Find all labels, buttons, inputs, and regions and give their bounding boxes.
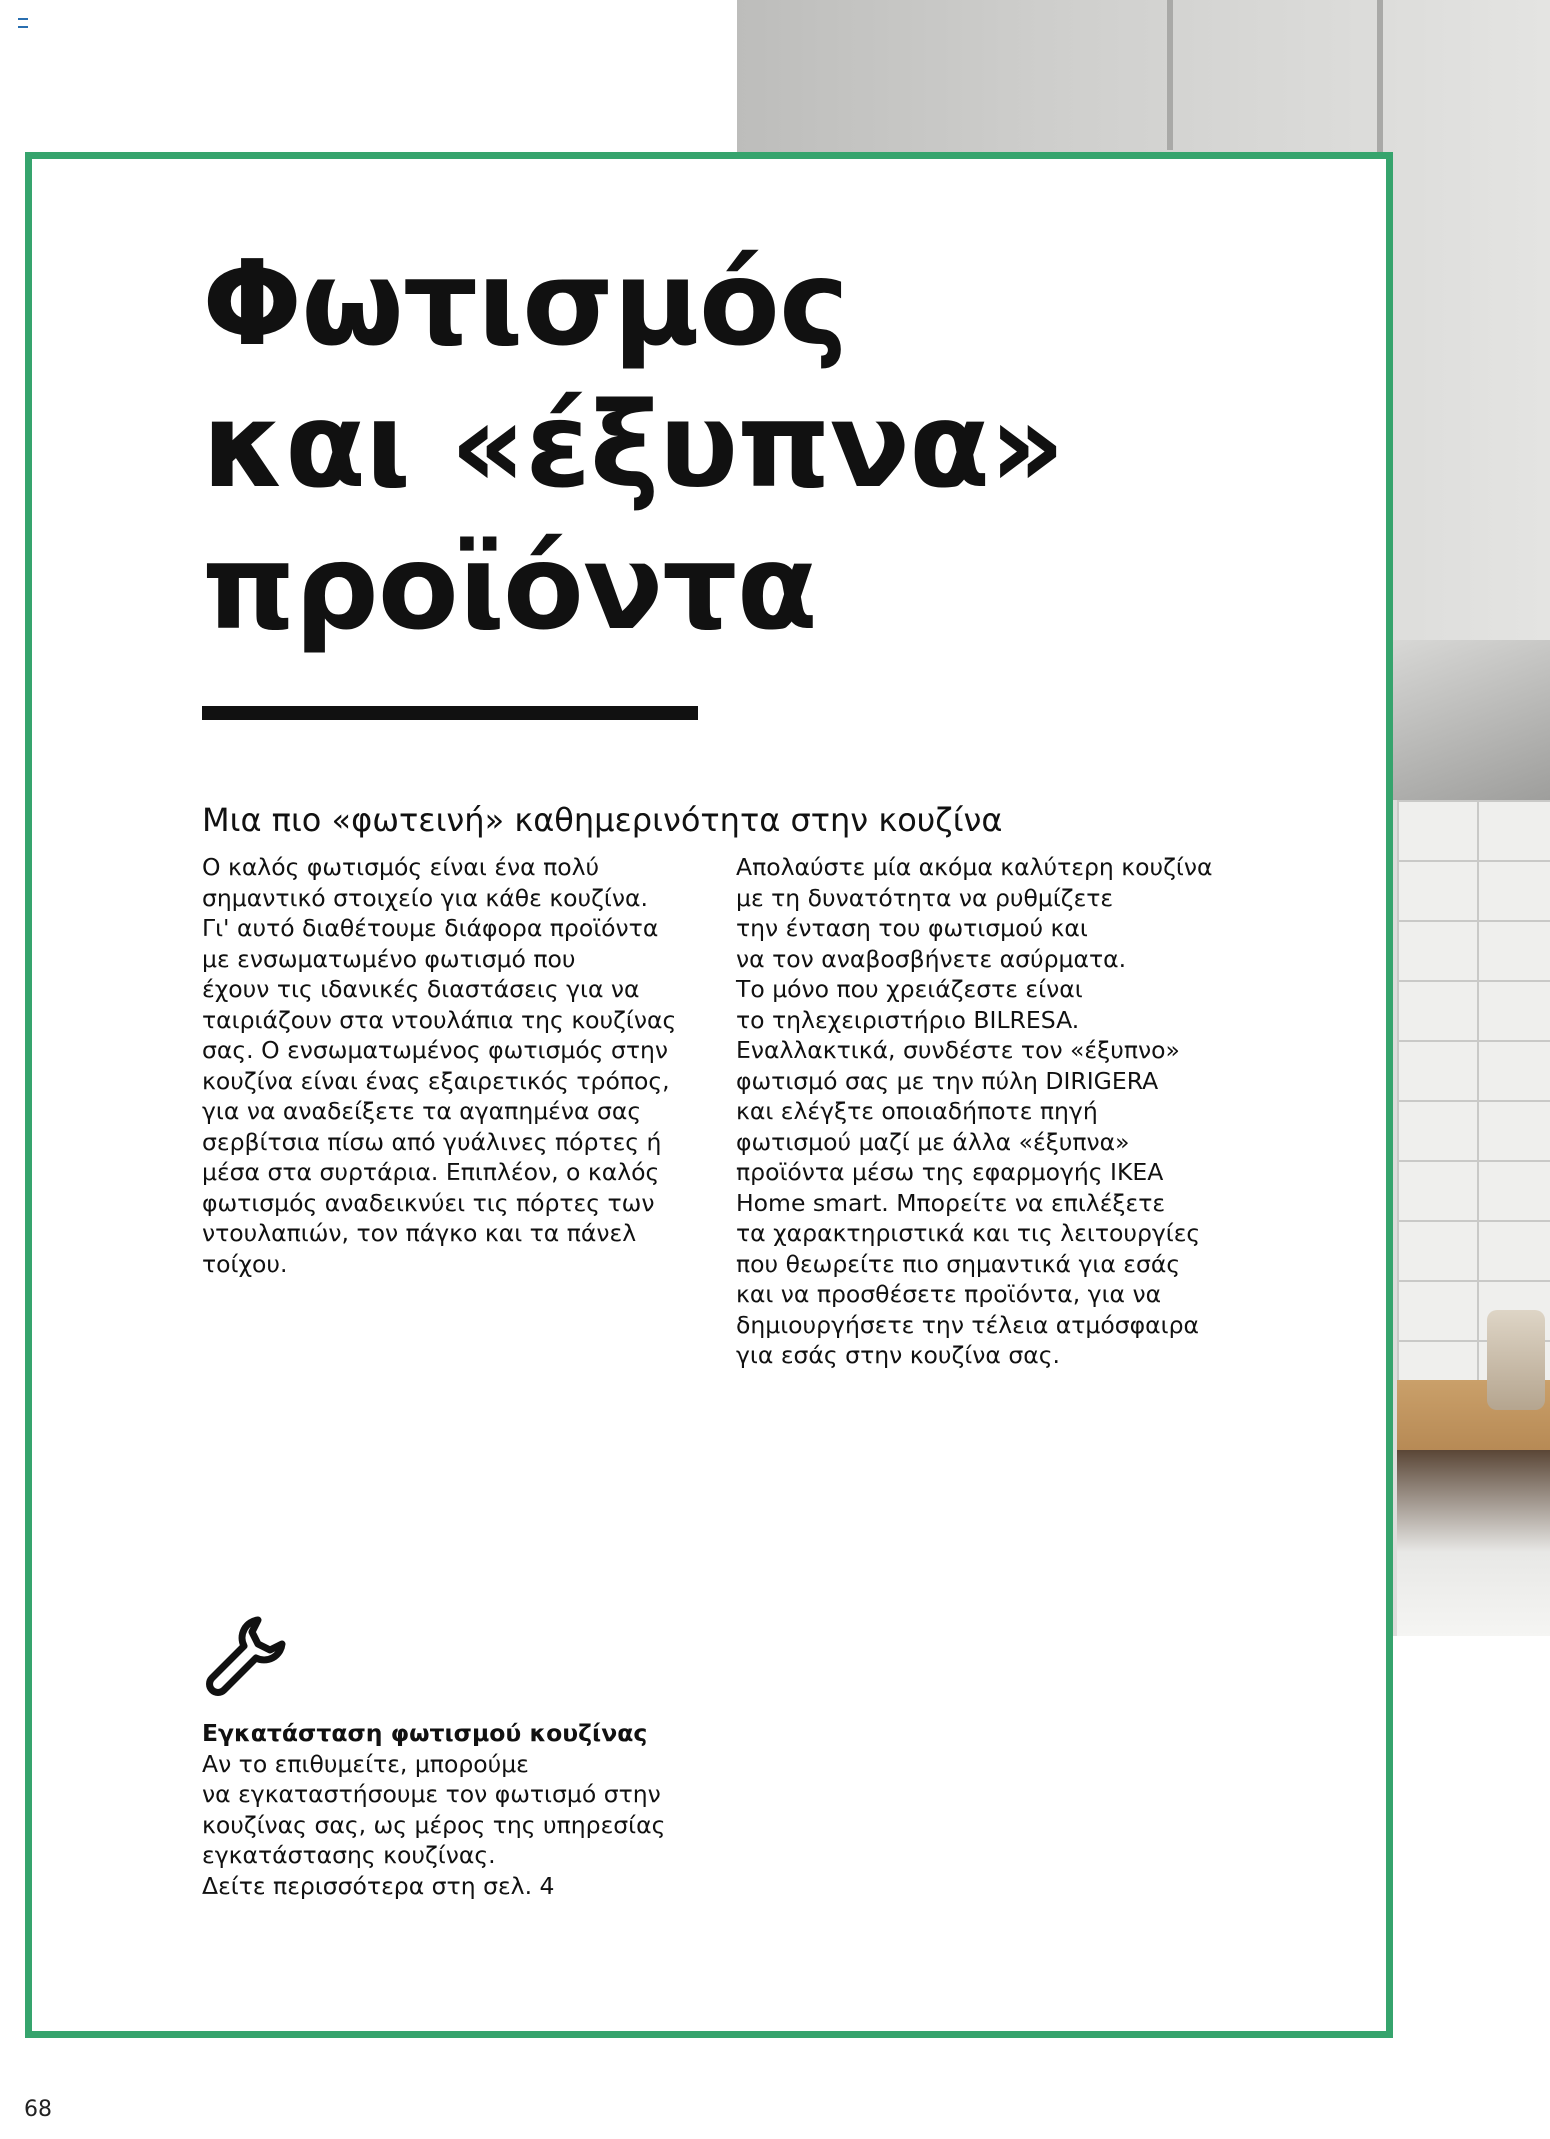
text-line: να τον αναβοσβήνετε ασύρματα. — [736, 944, 1127, 973]
text-line: Αν το επιθυμείτε, μπορούμε — [202, 1749, 529, 1778]
text-line: έχουν τις ιδανικές διαστάσεις για να — [202, 975, 640, 1003]
text-line: Απολαύστε μία ακόμα καλύτερη κουζίνα — [736, 853, 1213, 881]
text-line: τα χαρακτηριστικά και τις λειτουργίες — [736, 1219, 1201, 1247]
text-line: για εσάς στην κουζίνα σας. — [736, 1341, 1060, 1369]
text-line: δημιουργήσετε την τέλεια ατμόσφαιρα — [736, 1310, 1200, 1339]
range-hood — [1387, 640, 1550, 800]
text-line: Ο καλός φωτισμός είναι ένα πολύ — [202, 853, 600, 881]
text-line: την ένταση του φωτισμού και — [736, 914, 1088, 942]
text-line: σας. Ο ενσωματωμένος φωτισμός στην — [202, 1036, 669, 1064]
base-cabinet — [1397, 1450, 1550, 1636]
page-number: 68 — [24, 2097, 52, 2122]
installation-heading: Εγκατάσταση φωτισμού κουζίνας — [202, 1719, 648, 1747]
text-line: μέσα στα συρτάρια. Επιπλέον, ο καλός — [202, 1158, 660, 1186]
text-line: και ελέγξτε οποιαδήποτε πηγή — [736, 1097, 1098, 1125]
title-divider — [202, 706, 698, 720]
text-line: σερβίτσια πίσω από γυάλινες πόρτες ή — [202, 1127, 662, 1156]
text-line: Το μόνο που χρειάζεστε είναι — [736, 975, 1083, 1003]
wrench-icon — [200, 1610, 292, 1702]
left-column — [202, 852, 702, 1279]
text-line: Home smart. Μπορείτε να επιλέξετε — [736, 1188, 1166, 1217]
text-line: Εναλλακτικά, συνδέστε τον «έξυπνο» — [736, 1036, 1180, 1064]
text-line: με ενσωματωμένο φωτισμό που — [202, 944, 576, 973]
text-line: και να προσθέσετε προϊόντα, για να — [736, 1280, 1162, 1308]
page-title — [202, 232, 1102, 658]
subtitle: Μια πιο «φωτεινή» καθημερινότητα στην κουζίνα — [202, 801, 1003, 839]
right-column — [736, 852, 1256, 1371]
installation-note — [202, 1718, 665, 1901]
text-line: φωτισμός αναδεικνύει τις πόρτες των — [202, 1188, 655, 1217]
text-line: σημαντικό στοιχείο για κάθε κουζίνα. — [202, 883, 648, 912]
text-line: Γι' αυτό διαθέτουμε διάφορα προϊόντα — [202, 914, 659, 942]
text-line: τοίχου. — [202, 1249, 288, 1278]
text-line: εγκατάστασης κουζίνας. — [202, 1841, 496, 1869]
text-line: κουζίνας σας, ως μέρος της υπηρεσίας — [202, 1810, 666, 1839]
text-line: φωτισμό σας με την πύλη DIRIGERA — [736, 1066, 1159, 1095]
text-line: για να αναδείξετε τα αγαπημένα σας — [202, 1097, 642, 1125]
title-line: Φωτισμός — [202, 234, 848, 372]
text-line: προϊόντα μέσω της εφαρμογής IKEA — [736, 1158, 1164, 1186]
text-line: ταιριάζουν στα ντουλάπια της κουζίνας — [202, 1005, 677, 1034]
title-line: προϊόντα — [202, 518, 817, 656]
wall-tiles — [1397, 800, 1550, 1380]
text-line: να εγκαταστήσουμε τον φωτισμό στην — [202, 1780, 661, 1808]
jar-image — [1487, 1310, 1545, 1410]
text-line: με τη δυνατότητα να ρυθμίζετε — [736, 883, 1114, 912]
text-line: κουζίνα είναι ένας εξαιρετικός τρόπος, — [202, 1066, 670, 1095]
text-line: φωτισμού μαζί με άλλα «έξυπνα» — [736, 1127, 1130, 1156]
title-line: και «έξυπνα» — [202, 376, 1065, 514]
text-line: το τηλεχειριστήριο BILRESA. — [736, 1005, 1080, 1034]
menu-icon[interactable] — [18, 18, 28, 28]
text-line: ντουλαπιών, τον πάγκο και τα πάνελ — [202, 1219, 637, 1247]
page-reference-link[interactable]: Δείτε περισσότερα στη σελ. 4 — [202, 1871, 555, 1900]
text-line: που θεωρείτε πιο σημαντικά για εσάς — [736, 1249, 1181, 1278]
